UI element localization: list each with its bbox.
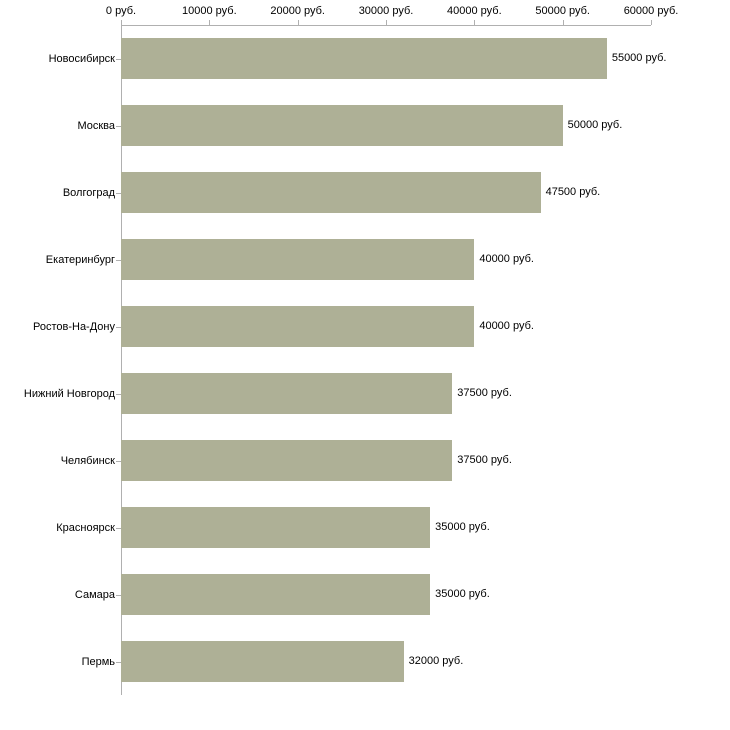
bar-value-label: 32000 руб. <box>408 655 464 668</box>
x-tick-mark <box>386 20 387 25</box>
x-tick-mark <box>298 20 299 25</box>
y-tick-mark <box>116 662 121 663</box>
bar[interactable] <box>121 507 430 549</box>
x-tick-label: 60000 руб. <box>623 5 679 17</box>
bar-row <box>121 105 651 147</box>
bar[interactable] <box>121 38 607 80</box>
bar-value-label: 47500 руб. <box>545 186 601 199</box>
bar[interactable] <box>121 239 474 281</box>
plot-area <box>121 25 667 695</box>
category-label: Нижний Новгород <box>23 387 115 400</box>
category-axis-labels <box>0 25 121 695</box>
x-tick-label: 50000 руб. <box>535 5 590 17</box>
bar-value-label: 50000 руб. <box>567 119 623 132</box>
bar[interactable] <box>121 105 563 147</box>
y-tick-mark <box>116 327 121 328</box>
x-tick-label: 40000 руб. <box>447 5 502 17</box>
bar[interactable] <box>121 440 452 482</box>
x-tick-mark <box>121 20 122 25</box>
y-tick-mark <box>116 595 121 596</box>
bar[interactable] <box>121 574 430 616</box>
bar-row <box>121 239 651 281</box>
bar-row <box>121 373 651 415</box>
y-tick-mark <box>116 528 121 529</box>
bar[interactable] <box>121 641 404 683</box>
bar-row <box>121 440 651 482</box>
category-label: Москва <box>77 119 115 132</box>
bar-value-label: 40000 руб. <box>479 320 534 333</box>
bar[interactable] <box>121 373 452 415</box>
x-tick-mark <box>651 20 652 25</box>
bar[interactable] <box>121 306 474 348</box>
category-label: Новосибирск <box>48 52 115 65</box>
bar-value-label: 55000 руб. <box>611 52 667 65</box>
y-tick-mark <box>116 126 121 127</box>
x-tick-mark <box>563 20 564 25</box>
bar-row <box>121 507 651 549</box>
category-label: Самара <box>74 588 115 601</box>
category-label: Ростов-На-Дону <box>32 320 115 333</box>
bar-row <box>121 38 667 80</box>
y-tick-mark <box>116 193 121 194</box>
x-tick-mark <box>209 20 210 25</box>
x-tick-mark <box>474 20 475 25</box>
category-label: Красноярск <box>56 521 115 534</box>
x-tick-label: 20000 руб. <box>270 5 325 17</box>
x-tick-label: 30000 руб. <box>358 5 414 17</box>
y-tick-mark <box>116 59 121 60</box>
bar-value-label: 37500 руб. <box>457 454 512 467</box>
bar-value-label: 40000 руб. <box>479 253 534 266</box>
y-tick-mark <box>116 461 121 462</box>
bar-row <box>121 641 651 683</box>
y-tick-mark <box>116 260 121 261</box>
bar-value-label: 37500 руб. <box>457 387 512 400</box>
bar-row <box>121 574 651 616</box>
category-label: Челябинск <box>60 454 115 467</box>
category-label: Пермь <box>81 655 115 668</box>
bar-value-label: 35000 руб. <box>435 588 490 601</box>
x-tick-label: 0 руб. <box>105 5 137 17</box>
bar-row <box>121 306 651 348</box>
bar-value-label: 35000 руб. <box>435 521 490 534</box>
category-label: Екатеринбург <box>45 253 115 266</box>
bar-row <box>121 172 651 214</box>
bar[interactable] <box>121 172 541 214</box>
x-tick-label: 10000 руб. <box>182 5 237 17</box>
category-label: Волгоград <box>62 186 115 199</box>
y-tick-mark <box>116 394 121 395</box>
